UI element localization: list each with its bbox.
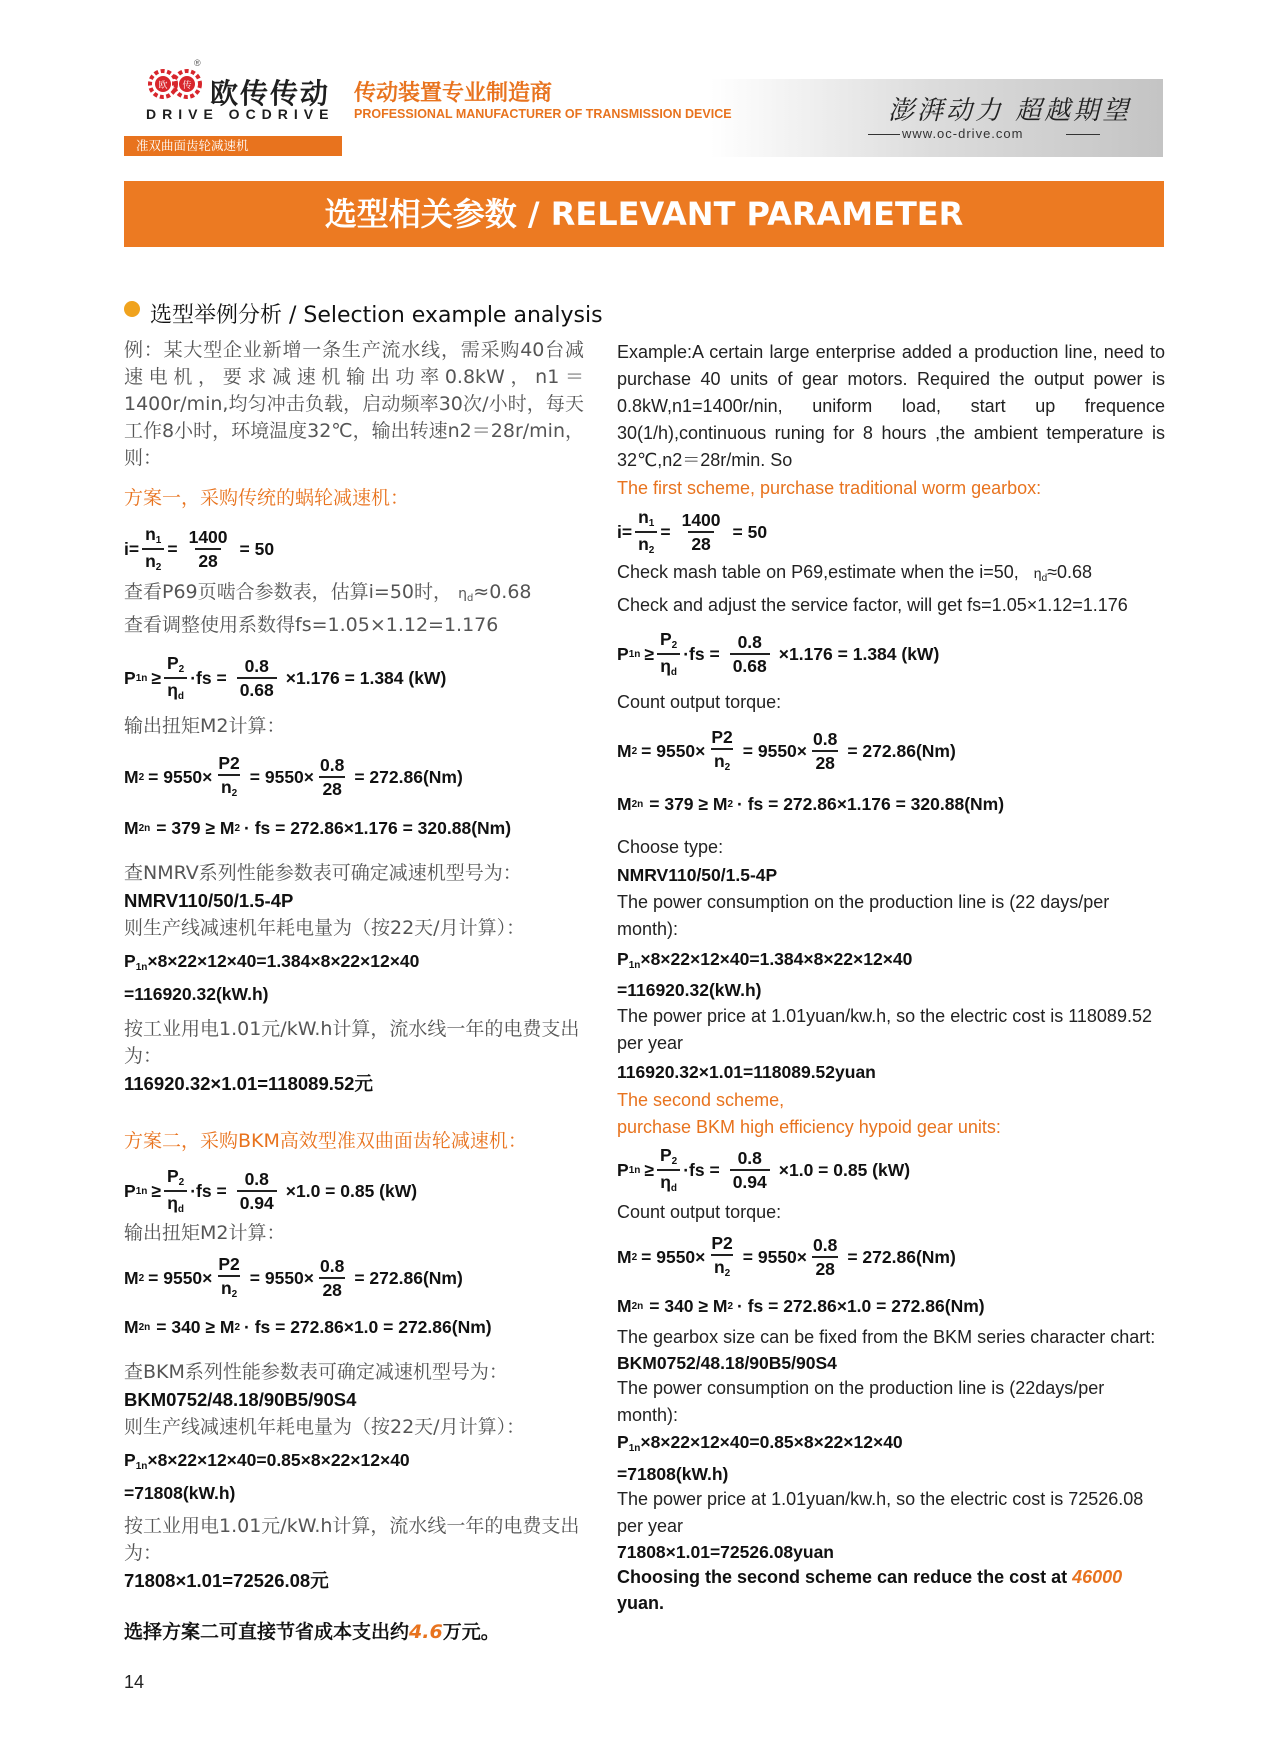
url-rule-right xyxy=(1066,134,1100,135)
website-url: www.oc-drive.com xyxy=(902,126,1024,141)
cn-energy-2b: =71808(kW.h) xyxy=(124,1483,236,1503)
cn-price-label-2: 按工业用电1.01元/kW.h计算，流水线一年的电费支出为： xyxy=(124,1515,580,1564)
torque-formula-en-1: M 2 = 9550× $\frac{P2}{n_2}$ = 9550× $\frac{0.8}{28}$ = 272.86(Nm) xyxy=(617,727,956,774)
en-model-bkm: BKM0752/48.18/90B5/90S4 xyxy=(617,1353,837,1373)
cn-check-factor: 查看调整使用系数得fs=1.05×1.12=1.176 xyxy=(124,614,499,636)
en-annual-label-1: The power consumption on the production line is (22 days/per month): xyxy=(617,892,1110,939)
cn-check-mesh: 查看P69页啮合参数表，估算i=50时， $\eta_d\approx 0.68$ xyxy=(124,581,532,604)
cn-torque-label-2: 输出扭矩M2计算： xyxy=(124,1222,286,1244)
en-torque-label-2: Count output torque: xyxy=(617,1202,782,1222)
en-cost-2: 71808×1.01=72526.08yuan xyxy=(617,1542,834,1562)
en-choose-label: Choose type: xyxy=(617,837,724,857)
en-check-factor: Check and adjust the service factor, will get fs=1.05×1.12=1.176 xyxy=(617,595,1128,615)
cn-price-label-1: 按工业用电1.01元/kW.h计算，流水线一年的电费支出为： xyxy=(124,1018,580,1067)
cn-annual-label-1: 则生产线减速机年耗电量为（按22天/月计算）： xyxy=(124,917,526,939)
ratio-formula: i= $\frac{n_1}{n_2}$ = $\frac{1400}{28}$ = 50 xyxy=(124,523,275,573)
en-check-mesh: Check mash table on P69,estimate when the i=50, $\eta_d\approx 0.68$ xyxy=(617,562,1093,584)
en-cost-1: 116920.32×1.01=118089.52yuan xyxy=(617,1062,876,1082)
cn-cost-1: 116920.32×1.01=118089.52元 xyxy=(124,1073,373,1094)
cn-scheme2-title: 方案二，采购BKM高效型准双曲面齿轮减速机： xyxy=(124,1130,527,1152)
en-intro: Example:A certain large enterprise added a production line, need to purchase 40 units of gear motors. Required the output power is 0.8kW,n1=1400r/nin, uniform load, start up frequence 30(1/h),continuous runing for 8 hours ,the ambient temperature is 32℃,n2＝28r/min. So xyxy=(617,342,1165,470)
rated-torque-formula-2: M 2n = 340 ≥ M 2 · fs = 272.86×1.0 = 272.86(Nm) xyxy=(124,1316,492,1337)
cn-conclusion: 选择方案二可直接节省成本支出约4.6万元。 xyxy=(124,1621,500,1643)
power-formula-en-2: P 1n ≥ $\frac{P_2}{\eta_d}$ ·fs = $\frac{0.8}{0.94}$ ×1.0 = 0.85 (kW) xyxy=(617,1144,911,1194)
en-model-nmrv: NMRV110/50/1.5-4P xyxy=(617,865,778,885)
en-scheme2-title-b: purchase BKM high efficiency hypoid gear units: xyxy=(617,1117,1001,1137)
en-column xyxy=(617,339,1165,1616)
cn-nmrv-lookup: 查NMRV系列性能参数表可确定减速机型号为： xyxy=(124,862,522,884)
rated-torque-formula-en-1: M 2n = 379 ≥ M 2 · fs = 272.86×1.176 = 320.88(Nm) xyxy=(617,793,1005,814)
en-scheme1-title: The first scheme, purchase traditional worm gearbox: xyxy=(617,478,1042,498)
cn-bkm-lookup: 查BKM系列性能参数表可确定减速机型号为： xyxy=(124,1361,508,1383)
power-formula-2: P 1n ≥ $\frac{P_2}{\eta_d}$ ·fs = $\frac{0.8}{0.94}$ ×1.0 = 0.85 (kW) xyxy=(124,1165,418,1215)
cn-energy-1b: =116920.32(kW.h) xyxy=(124,984,269,1004)
cn-model-bkm: BKM0752/48.18/90B5/90S4 xyxy=(124,1389,357,1410)
slogan-calligraphy: 澎湃动力 超越期望 xyxy=(888,96,1132,126)
tagline-cn: 传动装置专业制造商 xyxy=(354,81,553,106)
page-banner: 选型相关参数 / RELEVANT PARAMETER xyxy=(124,181,1164,247)
torque-formula-en-2: M 2 = 9550× $\frac{P2}{n_2}$ = 9550× $\frac{0.8}{28}$ = 272.86(Nm) xyxy=(617,1233,956,1280)
cn-torque-label-1: 输出扭矩M2计算： xyxy=(124,715,286,737)
brand-name-en: DRIVE OCDRIVE xyxy=(146,106,335,122)
cn-cost-2: 71808×1.01=72526.08元 xyxy=(124,1570,329,1591)
page-number: 14 xyxy=(124,1672,145,1692)
power-formula-1: P 1n ≥ $\frac{P_2}{\eta_d}$ ·fs = $\frac{0.8}{0.68}$ ×1.176 = 1.384 (kW) xyxy=(124,652,447,702)
en-scheme2-title-a: The second scheme, xyxy=(617,1090,785,1110)
section-title: 选型举例分析 / Selection example analysis xyxy=(150,303,603,328)
power-formula-en-1: P 1n ≥ $\frac{P_2}{\eta_d}$ ·fs = $\frac{0.8}{0.68}$ ×1.176 = 1.384 (kW) xyxy=(617,628,940,678)
rated-torque-formula-en-2: M 2n = 340 ≥ M 2 · fs = 272.86×1.0 = 272.86(Nm) xyxy=(617,1295,985,1316)
en-energy-2a: $P_{1n}\times 8\times 22\times 12\times 40=0.85\times 8\times 22\times 12\times 40$ xyxy=(617,1432,903,1454)
cn-intro: 例：某大型企业新增一条生产流水线，需采购40台减速电机，要求减速机输出功率0.8kW，n1＝1400r/min,均匀冲击负载，启动频率30次/小时，每天工作8小时，环境温度32℃，输出转速n2＝28r/min，则： xyxy=(124,339,584,469)
en-energy-1b: =116920.32(kW.h) xyxy=(617,980,762,1000)
rated-torque-formula-1: M 2n = 379 ≥ M 2 · fs = 272.86×1.176 = 320.88(Nm) xyxy=(124,817,512,838)
ratio-formula-en: i= $\frac{n_1}{n_2}$ = $\frac{1400}{28}$ = 50 xyxy=(617,506,768,556)
torque-formula-2: M 2 = 9550× $\frac{P2}{n_2}$ = 9550× $\frac{0.8}{28}$ = 272.86(Nm) xyxy=(124,1254,463,1301)
url-rule-left xyxy=(868,134,900,135)
cn-column xyxy=(124,337,584,1644)
category-tab: 准双曲面齿轮减速机 xyxy=(124,136,342,156)
torque-formula-1: M 2 = 9550× $\frac{P2}{n_2}$ = 9550× $\frac{0.8}{28}$ = 272.86(Nm) xyxy=(124,753,463,800)
registered-mark: ® xyxy=(194,58,201,68)
en-price-label-2: The power price at 1.01yuan/kw.h, so the electric cost is 72526.08 per year xyxy=(617,1489,1144,1536)
cn-annual-label-2: 则生产线减速机年耗电量为（按22天/月计算）： xyxy=(124,1416,526,1438)
en-price-label-1: The power price at 1.01yuan/kw.h, so the electric cost is 118089.52 per year xyxy=(617,1006,1152,1053)
en-bkm-lookup: The gearbox size can be fixed from the BKM series character chart: xyxy=(617,1327,1156,1347)
en-energy-1a: $P_{1n}\times 8\times 22\times 12\times 40=1.384\times 8\times 22\times 12\times 40$ xyxy=(617,949,913,971)
en-conclusion: Choosing the second scheme can reduce the cost at 46000 yuan. xyxy=(617,1567,1123,1613)
cn-model-nmrv: NMRV110/50/1.5-4P xyxy=(124,890,294,911)
en-annual-label-2: The power consumption on the production line is (22days/per month): xyxy=(617,1378,1105,1425)
en-energy-2b: =71808(kW.h) xyxy=(617,1464,729,1484)
logo-char-right: 传 xyxy=(182,81,192,91)
bullet-dot-icon xyxy=(124,301,140,317)
logo-char-left: 欧 xyxy=(158,81,168,91)
tagline-en: PROFESSIONAL MANUFACTURER OF TRANSMISSION DEVICE xyxy=(354,107,732,121)
en-torque-label-1: Count output torque: xyxy=(617,692,782,712)
cn-energy-1a: $P_{1n}\times 8\times 22\times 12\times 40=1.384\times 8\times 22\times 12\times 40$ xyxy=(124,951,420,973)
cn-scheme1-title: 方案一，采购传统的蜗轮减速机： xyxy=(124,487,410,509)
cn-energy-2a: $P_{1n}\times 8\times 22\times 12\times 40=0.85\times 8\times 22\times 12\times 40$ xyxy=(124,1450,410,1472)
brand-name-cn: 欧传传动 xyxy=(210,77,331,110)
